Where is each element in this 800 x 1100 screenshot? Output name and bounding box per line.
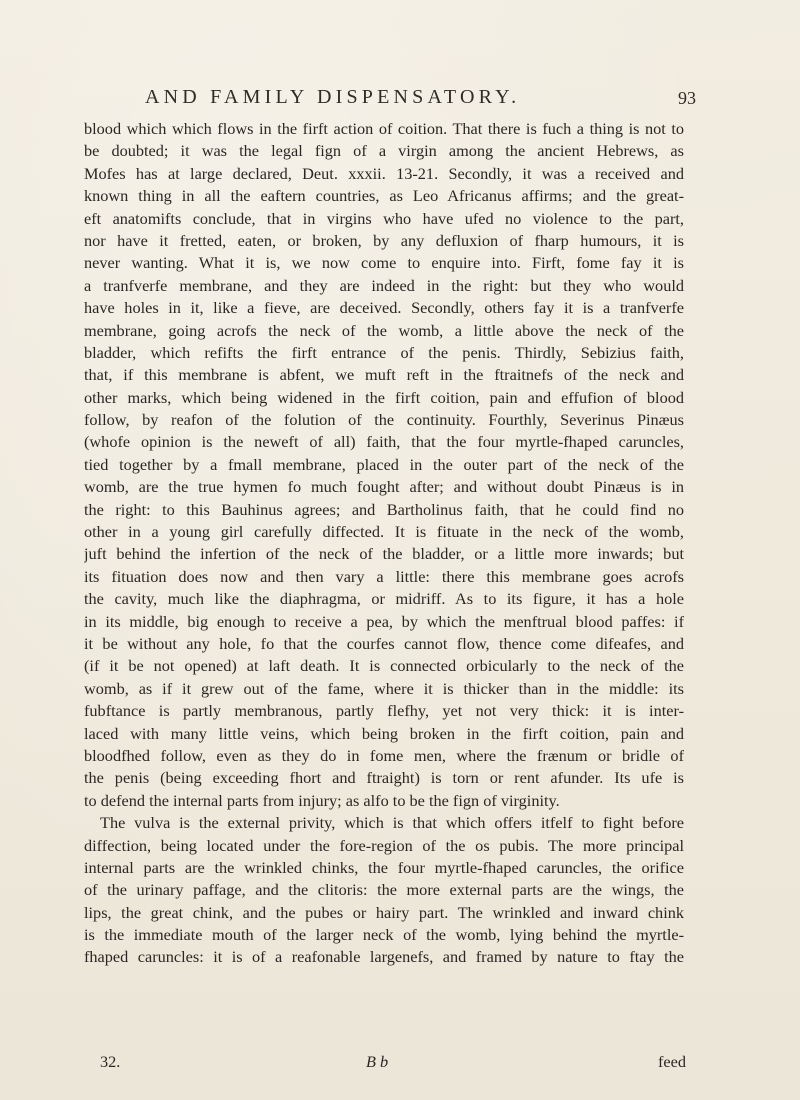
text-line: other in a young girl carefully diffected. It is fituate in the neck of the womb, xyxy=(84,522,684,542)
running-head: AND FAMILY DISPENSATORY. xyxy=(145,86,521,108)
text-line: bloodfhed follow, even as they do in fome men, where the frænum or bridle of xyxy=(84,745,684,765)
text-line: to defend the internal parts from injury; as alfo to be the fign of virginity. xyxy=(84,790,560,810)
text-line: a tranfverfe membrane, and they are indeed in the right: but they who would xyxy=(84,275,684,295)
text-line: known thing in all the eaftern countries, as Leo Africanus affirms; and the great- xyxy=(84,186,684,206)
text-line: it be without any hole, fo that the courfes cannot flow, thence come difeafes, and xyxy=(84,633,684,653)
signature-number: 32. xyxy=(100,1052,121,1071)
page-footer xyxy=(100,1052,686,1074)
text-line: follow, by reafon of the folution of the continuity. Fourthly, Severinus Pinæus xyxy=(84,410,684,430)
text-line: womb, are the true hymen fo much fought after; and without doubt Pinæus is in xyxy=(84,477,684,497)
signature-mark: B b xyxy=(366,1052,389,1071)
body-text xyxy=(84,118,684,969)
text-line: nor have it fretted, eaten, or broken, by any defluxion of fharp humours, it is xyxy=(84,230,684,250)
text-line: of the urinary paffage, and the clitoris: the more external parts are the wings, the xyxy=(84,880,684,900)
text-line: is the immediate mouth of the larger neck of the womb, lying behind the myrtle- xyxy=(84,925,684,945)
text-line: lips, the great chink, and the pubes or hairy part. The wrinkled and inward chink xyxy=(84,902,684,922)
text-line: juft behind the infertion of the neck of the bladder, or a little more inwards; but xyxy=(84,544,684,564)
text-line: internal parts are the wrinkled chinks, the four myrtle-fhaped caruncles, the orifice xyxy=(84,857,684,877)
text-line: have holes in it, like a fieve, are deceived. Secondly, others fay it is a tranfverfe xyxy=(84,298,684,318)
text-line: blood which which flows in the firft action of coition. That there is fuch a thing is not to xyxy=(84,119,684,138)
text-line: its fituation does now and then vary a little: there this membrane goes acrofs xyxy=(84,566,684,586)
text-line: be doubted; it was the legal fign of a virgin among the ancient Hebrews, as xyxy=(84,141,684,161)
text-line: that, if this membrane is abfent, we muft reft in the ftraitnefs of the neck and xyxy=(84,365,684,385)
text-line: (if it be not opened) at laft death. It is connected orbicularly to the neck of the xyxy=(84,656,684,676)
text-line: membrane, going acrofs the neck of the womb, a little above the neck of the xyxy=(84,320,684,340)
catchword: feed xyxy=(657,1052,686,1071)
text-line: Mofes has at large declared, Deut. xxxii. 13-21. Secondly, it was a received and xyxy=(84,163,684,183)
text-line: never wanting. What it is, we now come to enquire into. Firft, fome fay it is xyxy=(84,253,684,273)
text-line: laced with many little veins, which being broken in the firft coition, pain and xyxy=(84,723,684,743)
text-line: the cavity, much like the diaphragma, or midriff. As to its figure, it has a hole xyxy=(84,589,684,609)
text-line: womb, as if it grew out of the fame, where it is thicker than in the middle: its xyxy=(84,678,684,698)
text-line: eft anatomifts conclude, that in virgins who have ufed no violence to the part, xyxy=(84,208,684,228)
text-line: in its middle, big enough to receive a pea, by which the menftrual blood paffes: if xyxy=(84,611,684,631)
page-number: 93 xyxy=(678,88,696,108)
text-line: the right: to this Bauhinus agrees; and Bartholinus faith, that he could find no xyxy=(84,499,684,519)
text-line: The vulva is the external privity, which is that which offers itfelf to fight before xyxy=(100,813,684,833)
text-line: bladder, which refifts the firft entrance of the penis. Thirdly, Sebizius faith, xyxy=(84,342,684,362)
text-line: (whofe opinion is the neweft of all) faith, that the four myrtle-fhaped caruncles, xyxy=(84,432,684,452)
text-line: the penis (being exceeding fhort and ftraight) is torn or rent afunder. Its ufe is xyxy=(84,768,684,788)
text-line: fhaped caruncles: it is of a reafonable largenefs, and framed by nature to ftay the xyxy=(84,947,684,967)
text-line: other marks, which being widened in the firft coition, pain and effufion of blood xyxy=(84,387,684,407)
text-line: tied together by a fmall membrane, placed in the outer part of the neck of the xyxy=(84,454,684,474)
text-line: diffection, being located under the fore-region of the os pubis. The more principal xyxy=(84,835,684,855)
text-line: fubftance is partly membranous, partly flefhy, yet not very thick: it is inter- xyxy=(84,701,684,721)
